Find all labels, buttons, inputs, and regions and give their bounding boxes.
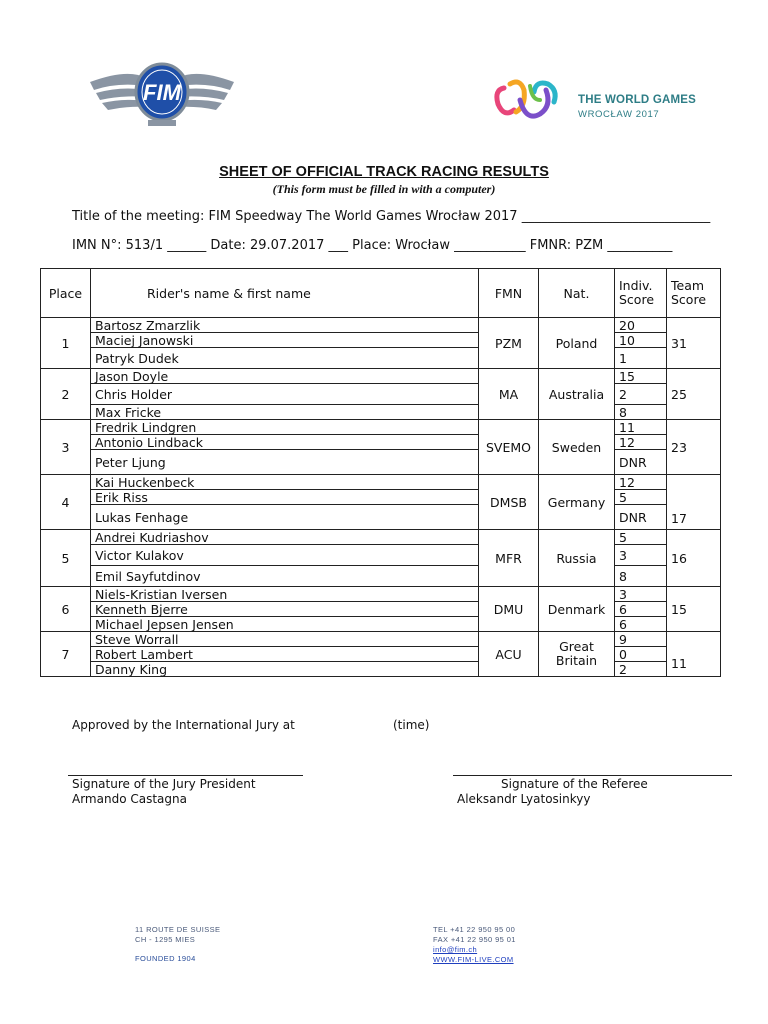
nat-cell: Denmark: [539, 587, 615, 632]
indiv-score: 11: [615, 420, 667, 435]
referee-signature-line: [453, 775, 732, 776]
indiv-score: 2: [615, 662, 667, 677]
footer-founded: FOUNDED 1904: [135, 954, 196, 963]
place-cell: 2: [41, 369, 91, 420]
rider-name: Lukas Fenhage: [91, 505, 479, 530]
table-row: [41, 617, 721, 632]
indiv-score: 2: [615, 384, 667, 405]
header-place: Place: [41, 269, 91, 318]
footer-email-link[interactable]: info@fim.ch: [433, 945, 478, 954]
footer-address-line2: CH - 1295 MIES: [135, 935, 196, 944]
page-title: SHEET OF OFFICIAL TRACK RACING RESULTS: [219, 164, 549, 180]
jury-signature-line: [68, 775, 303, 776]
table-row: [41, 333, 721, 348]
table-row: [41, 490, 721, 505]
indiv-score: 0: [615, 647, 667, 662]
nat-cell: Sweden: [539, 420, 615, 475]
indiv-score: 1: [615, 348, 667, 369]
rider-name: Emil Sayfutdinov: [91, 566, 479, 587]
team-score: 25: [667, 369, 721, 420]
indiv-score: 12: [615, 475, 667, 490]
place-cell: 1: [41, 318, 91, 369]
indiv-score: 15: [615, 369, 667, 384]
rider-name: Victor Kulakov: [91, 545, 479, 566]
place-cell: 4: [41, 475, 91, 530]
imn-date-place-line: IMN N°: 513/1 ______ Date: 29.07.2017 ___ Place: Wrocław ___________ FMNR: PZM __________: [72, 238, 673, 253]
indiv-score: 8: [615, 405, 667, 420]
header-indiv-score: Indiv. Score: [615, 269, 667, 318]
team-score: 23: [667, 420, 721, 475]
results-table: [40, 268, 721, 677]
fmn-cell: MFR: [479, 530, 539, 587]
header-fmn: FMN: [479, 269, 539, 318]
footer-address-line1: 11 ROUTE DE SUISSE: [135, 925, 221, 934]
table-row: [41, 505, 721, 530]
fmn-cell: DMSB: [479, 475, 539, 530]
table-row: [41, 420, 721, 435]
indiv-score: 10: [615, 333, 667, 348]
table-row: [41, 566, 721, 587]
indiv-score: 20: [615, 318, 667, 333]
header-nat: Nat.: [539, 269, 615, 318]
rider-name: Danny King: [91, 662, 479, 677]
table-row: [41, 475, 721, 490]
table-row: [41, 632, 721, 647]
fmn-cell: MA: [479, 369, 539, 420]
nat-cell: Australia: [539, 369, 615, 420]
rider-name: Erik Riss: [91, 490, 479, 505]
table-row: [41, 602, 721, 617]
fmn-cell: PZM: [479, 318, 539, 369]
place-cell: 6: [41, 587, 91, 632]
table-row: [41, 435, 721, 450]
indiv-score: 3: [615, 587, 667, 602]
page-subtitle: (This form must be filled in with a computer): [272, 182, 496, 196]
header-team-score: Team Score: [667, 269, 721, 318]
rider-name: Robert Lambert: [91, 647, 479, 662]
approved-by-jury-text: Approved by the International Jury at: [72, 718, 295, 732]
table-row: [41, 369, 721, 384]
table-row: [41, 348, 721, 369]
footer-tel: TEL +41 22 950 95 00: [433, 925, 516, 934]
indiv-score: 8: [615, 566, 667, 587]
table-row: [41, 384, 721, 405]
footer-fax: FAX +41 22 950 95 01: [433, 935, 516, 944]
rider-name: Steve Worrall: [91, 632, 479, 647]
table-row: [41, 545, 721, 566]
rider-name: Fredrik Lindgren: [91, 420, 479, 435]
indiv-score: 6: [615, 617, 667, 632]
nat-cell: Russia: [539, 530, 615, 587]
nat-cell: Great Britain: [539, 632, 615, 677]
team-score: 11: [667, 632, 721, 677]
team-score: 16: [667, 530, 721, 587]
table-row: [41, 530, 721, 545]
table-row: [41, 647, 721, 662]
header-rider-name: Rider's name & first name: [91, 269, 479, 318]
indiv-score: 3: [615, 545, 667, 566]
jury-signature-label: Signature of the Jury President: [72, 777, 256, 791]
table-row: [41, 587, 721, 602]
world-games-logo: [490, 70, 696, 134]
world-games-mark: [490, 70, 570, 134]
rider-name: Patryk Dudek: [91, 348, 479, 369]
place-cell: 7: [41, 632, 91, 677]
world-games-subtitle: WROCŁAW 2017: [578, 109, 660, 120]
fmn-cell: DMU: [479, 587, 539, 632]
fmn-cell: SVEMO: [479, 420, 539, 475]
indiv-score: 6: [615, 602, 667, 617]
indiv-score: 5: [615, 490, 667, 505]
referee-name: Aleksandr Lyatosinkyy: [457, 792, 591, 806]
fmn-cell: ACU: [479, 632, 539, 677]
place-cell: 5: [41, 530, 91, 587]
jury-president-name: Armando Castagna: [72, 792, 187, 806]
indiv-score: 12: [615, 435, 667, 450]
world-games-title: THE WORLD GAMES: [578, 94, 696, 106]
rider-name: Michael Jepsen Jensen: [91, 617, 479, 632]
table-row: [41, 318, 721, 333]
table-row: [41, 405, 721, 420]
rider-name: Peter Ljung: [91, 450, 479, 475]
rider-name: Andrei Kudriashov: [91, 530, 479, 545]
table-row: [41, 450, 721, 475]
fim-logo: [88, 60, 236, 130]
indiv-score: DNR: [615, 505, 667, 530]
rider-name: Jason Doyle: [91, 369, 479, 384]
rider-name: Kenneth Bjerre: [91, 602, 479, 617]
referee-signature-label: Signature of the Referee: [501, 777, 648, 791]
rider-name: Kai Huckenbeck: [91, 475, 479, 490]
indiv-score: DNR: [615, 450, 667, 475]
rider-name: Maciej Janowski: [91, 333, 479, 348]
rider-name: Max Fricke: [91, 405, 479, 420]
indiv-score: 5: [615, 530, 667, 545]
rider-name: Bartosz Zmarzlik: [91, 318, 479, 333]
rider-name: Antonio Lindback: [91, 435, 479, 450]
place-cell: 3: [41, 420, 91, 475]
table-header-row: [41, 269, 721, 318]
rider-name: Niels-Kristian Iversen: [91, 587, 479, 602]
time-label: (time): [393, 718, 430, 732]
footer-website-link[interactable]: WWW.FIM-LIVE.COM: [433, 955, 514, 964]
table-row: [41, 662, 721, 677]
team-score: 31: [667, 318, 721, 369]
team-score: 17: [667, 475, 721, 530]
indiv-score: 9: [615, 632, 667, 647]
nat-cell: Germany: [539, 475, 615, 530]
fim-logo-text: FIM: [143, 80, 181, 105]
meeting-title-line: Title of the meeting: FIM Speedway The World Games Wrocław 2017 _____________________________: [72, 209, 711, 224]
team-score: 15: [667, 587, 721, 632]
rider-name: Chris Holder: [91, 384, 479, 405]
nat-cell: Poland: [539, 318, 615, 369]
